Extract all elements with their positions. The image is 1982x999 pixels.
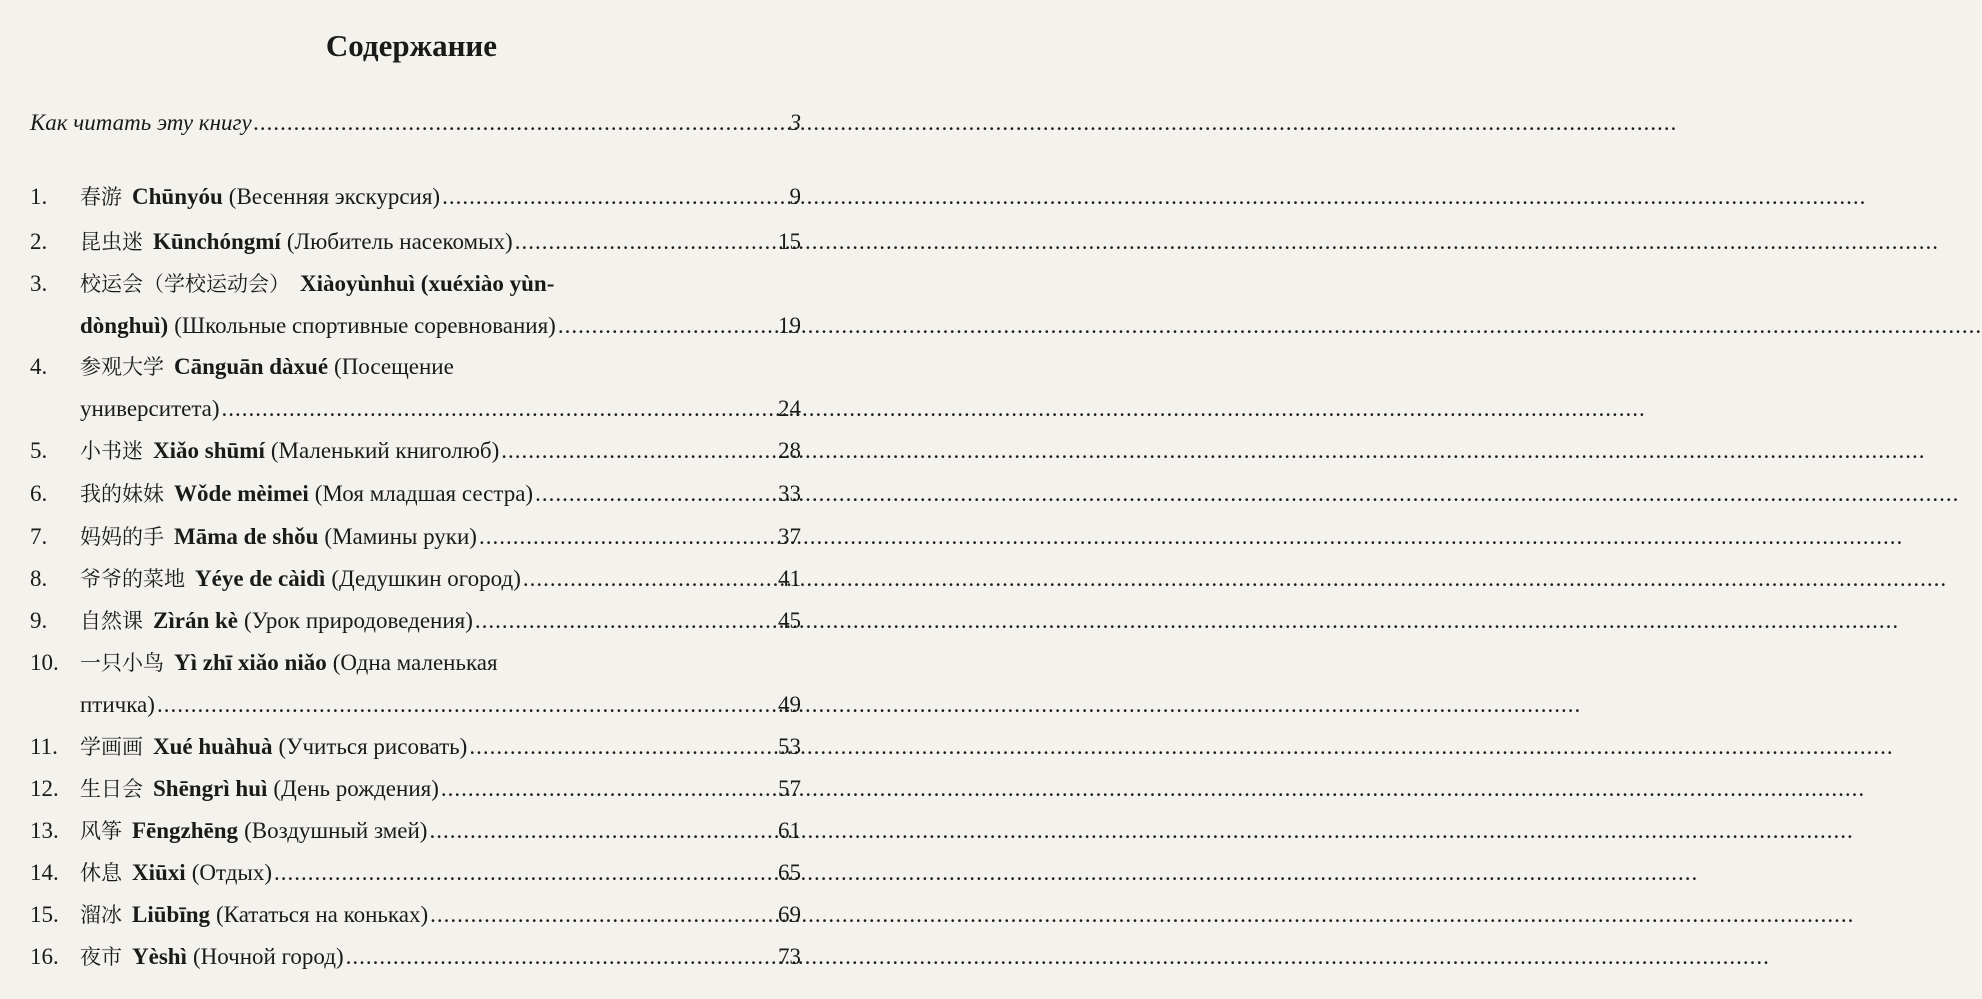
russian-title: (День рождения)	[273, 776, 439, 801]
dot-leader	[535, 477, 776, 511]
chinese-title: 休息	[80, 861, 122, 885]
russian-title: (Весенняя экскурсия)	[228, 184, 441, 209]
toc-entry[interactable]	[0, 940, 823, 974]
pinyin-title: Chūnyóu	[132, 184, 223, 209]
toc-entry-number: 11.	[30, 734, 58, 759]
dot-leader	[515, 225, 776, 259]
chinese-title: 小书迷	[80, 439, 143, 463]
chinese-title: 夜市	[80, 945, 122, 969]
toc-entry[interactable]	[0, 646, 823, 680]
toc-entry-number: 5.	[30, 438, 48, 463]
dot-leader	[222, 392, 776, 426]
pinyin-title: Zìrán kè	[153, 608, 238, 633]
toc-entry[interactable]	[0, 267, 823, 301]
toc-entry-continuation[interactable]	[0, 688, 823, 722]
chinese-title: 自然课	[80, 609, 143, 633]
pinyin-title: Yì zhī xiǎo niǎo	[174, 650, 327, 675]
toc-page-number: 15	[778, 229, 801, 254]
toc-entry[interactable]	[0, 814, 823, 848]
toc-entry[interactable]	[0, 477, 823, 511]
toc-entry-number: 1.	[30, 184, 48, 209]
chinese-title: 一只小鸟	[80, 651, 164, 675]
chinese-title: 我的妹妹	[80, 482, 164, 506]
russian-title: (Посещение	[334, 354, 454, 379]
chinese-title: 参观大学	[80, 355, 164, 379]
toc-entry-number: 3.	[30, 271, 48, 296]
toc-page-number: 37	[778, 524, 801, 549]
toc-entry[interactable]	[0, 225, 823, 259]
toc-entry-number: 9.	[30, 608, 48, 633]
toc-entry-number: 4.	[30, 354, 48, 379]
chinese-title: 生日会	[80, 777, 143, 801]
toc-entry-number: 2.	[30, 229, 48, 254]
toc-page-number: 57	[778, 776, 801, 801]
toc-entry-number: 13.	[30, 818, 59, 843]
dot-leader	[475, 604, 776, 638]
toc-entry[interactable]	[0, 604, 823, 638]
russian-title: (Урок природоведения)	[243, 608, 473, 633]
russian-title: (Школьные спортивные соревнования)	[174, 313, 556, 338]
toc-page-number: 9	[789, 184, 801, 209]
chinese-title: 溜冰	[80, 903, 122, 927]
chinese-title: 校运会（学校运动会）	[80, 272, 290, 296]
dot-leader	[274, 856, 776, 890]
pinyin-title: Fēngzhēng	[132, 818, 239, 843]
pinyin-title: Liūbīng	[132, 902, 210, 927]
toc-page-number: 73	[778, 944, 801, 969]
dot-leader	[429, 814, 776, 848]
toc-entry[interactable]	[0, 898, 823, 932]
pinyin-title-continued: dònghuì)	[80, 313, 169, 338]
toc-entry[interactable]	[0, 434, 823, 468]
toc-page-number: 49	[778, 692, 801, 717]
chinese-title: 风筝	[80, 819, 122, 843]
pinyin-title: Wǒde mèimei	[174, 481, 309, 506]
toc-entry-number: 10.	[30, 650, 59, 675]
chinese-title: 昆虫迷	[80, 230, 143, 254]
pinyin-title: Yéye de càidì	[195, 566, 326, 591]
russian-title: (Дедушкин огород)	[331, 566, 521, 591]
russian-title: (Учиться рисовать)	[278, 734, 468, 759]
toc-entry[interactable]	[0, 772, 823, 806]
dot-leader	[523, 562, 776, 596]
chinese-title: 春游	[80, 185, 122, 209]
chinese-title: 学画画	[80, 735, 143, 759]
pinyin-title: Xiūxi	[132, 860, 186, 885]
dot-leader	[501, 434, 776, 468]
dot-leader	[558, 309, 776, 343]
russian-title: (Воздушный змей)	[244, 818, 428, 843]
pinyin-title: Shēngrì huì	[153, 776, 268, 801]
toc-entry-number: 6.	[30, 481, 48, 506]
toc-page-number: 41	[778, 566, 801, 591]
toc-page-number: 45	[778, 608, 801, 633]
toc-page-number: 65	[778, 860, 801, 885]
toc-entry[interactable]	[0, 730, 823, 764]
toc-page-number: 19	[778, 313, 801, 338]
russian-title: (Ночной город)	[192, 944, 344, 969]
dot-leader	[441, 772, 776, 806]
pinyin-title: Xué huàhuà	[153, 734, 273, 759]
pinyin-title: Xiǎo shūmí	[153, 438, 265, 463]
pinyin-title: Kūnchóngmí	[153, 229, 281, 254]
toc-entry[interactable]	[0, 856, 823, 890]
russian-title: (Кататься на коньках)	[216, 902, 429, 927]
toc-entry[interactable]	[0, 520, 823, 554]
russian-title: (Отдых)	[191, 860, 273, 885]
toc-entry-label: Как читать эту книгу	[30, 110, 252, 135]
chinese-title: 爷爷的菜地	[80, 567, 185, 591]
toc-page-number: 53	[778, 734, 801, 759]
pinyin-title: Yèshì	[132, 944, 187, 969]
toc-entry-continuation[interactable]	[0, 309, 823, 343]
page-title: Содержание	[325, 28, 498, 63]
russian-title: (Моя младшая сестра)	[314, 481, 534, 506]
toc-entry-number: 7.	[30, 524, 48, 549]
dot-leader	[346, 940, 776, 974]
toc-entry-number: 14.	[30, 860, 59, 885]
toc-entry-intro[interactable]	[0, 106, 823, 140]
russian-title: (Маленький книголюб)	[270, 438, 500, 463]
pinyin-title: Xiàoyùnhuì (xuéxiào yùn-	[300, 271, 555, 296]
toc-page-number: 69	[778, 902, 801, 927]
russian-title-continued: университета)	[80, 396, 220, 421]
toc-entry-number: 8.	[30, 566, 48, 591]
toc-entry-number: 15.	[30, 902, 59, 927]
toc-page-number: 33	[778, 481, 801, 506]
dot-leader	[469, 730, 776, 764]
toc-page-number: 61	[778, 818, 801, 843]
toc-entry[interactable]	[0, 350, 823, 384]
russian-title: (Одна маленькая	[332, 650, 498, 675]
toc-entry-number: 12.	[30, 776, 59, 801]
russian-title: (Любитель насекомых)	[286, 229, 513, 254]
toc-entry-number: 16.	[30, 944, 59, 969]
russian-title-continued: птичка)	[80, 692, 155, 717]
toc-page-number: 28	[778, 438, 801, 463]
dot-leader	[430, 898, 776, 932]
toc-page-number: 3	[789, 110, 801, 135]
pinyin-title: Cānguān dàxué	[174, 354, 329, 379]
dot-leader	[254, 106, 788, 140]
dot-leader	[157, 688, 776, 722]
russian-title: (Мамины руки)	[324, 524, 477, 549]
pinyin-title: Māma de shǒu	[174, 524, 319, 549]
toc-page-number: 24	[778, 396, 801, 421]
toc-entry[interactable]	[0, 562, 823, 596]
dot-leader	[479, 520, 776, 554]
toc-entry[interactable]	[0, 180, 823, 214]
toc-entry-continuation[interactable]	[0, 392, 823, 426]
chinese-title: 妈妈的手	[80, 525, 164, 549]
dot-leader	[442, 180, 787, 214]
